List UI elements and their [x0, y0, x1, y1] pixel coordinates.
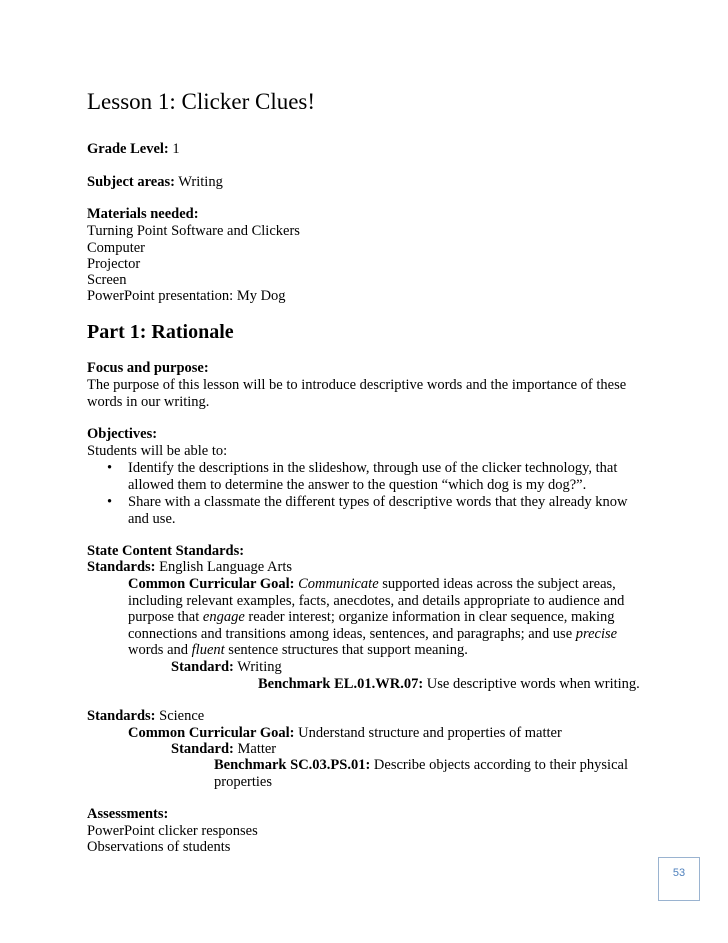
- science-value: Science: [155, 708, 205, 724]
- ela-goal-text: purpose that: [128, 609, 203, 625]
- page-number: 53: [672, 867, 686, 879]
- science-benchmark-value: Describe objects according to their physical: [370, 757, 628, 773]
- part1-heading: Part 1: Rationale: [87, 321, 234, 343]
- science-standard: [171, 741, 276, 758]
- focus-text: The purpose of this lesson will be to introduce descriptive words and the importance of these: [87, 377, 627, 393]
- objective-item: and use.: [128, 511, 176, 527]
- focus-heading: Focus and purpose:: [87, 360, 209, 376]
- ela-goal-line: [128, 576, 616, 593]
- grade-label: Grade Level:: [87, 141, 169, 157]
- subject-value: Writing: [174, 174, 223, 190]
- ela-goal-emphasis: engage: [202, 609, 245, 625]
- grade-level: [87, 141, 180, 158]
- grade-value: 1: [168, 141, 180, 157]
- ela-goal-label: Common Curricular Goal:: [128, 576, 295, 592]
- science-standard-label: Standard:: [171, 741, 234, 757]
- science-goal: [128, 725, 562, 742]
- science-standard-value: Matter: [233, 741, 277, 757]
- ela-value: English Language Arts: [155, 559, 293, 575]
- ela-label: Standards:: [87, 559, 156, 575]
- objective-item: Share with a classmate the different types of descriptive words that they already know: [128, 494, 628, 510]
- ela-goal-line: [128, 642, 468, 659]
- ela-standards: [87, 559, 292, 576]
- ela-goal-emphasis: fluent: [191, 642, 225, 658]
- science-standards: [87, 708, 204, 725]
- lesson-title: Lesson 1: Clicker Clues!: [87, 89, 316, 114]
- science-goal-label: Common Curricular Goal:: [128, 725, 295, 741]
- ela-standard-value: Writing: [233, 659, 282, 675]
- ela-benchmark: [258, 676, 640, 693]
- ela-goal-text: sentence structures that support meaning.: [224, 642, 468, 658]
- materials-item: Computer: [87, 240, 145, 256]
- ela-standard: [171, 659, 282, 676]
- science-goal-value: Understand structure and properties of matter: [294, 725, 562, 741]
- ela-standard-label: Standard:: [171, 659, 234, 675]
- subject-areas: [87, 174, 223, 191]
- science-label: Standards:: [87, 708, 156, 724]
- ela-goal-text: connections and transitions among ideas, sentences, and paragraphs; and use: [128, 626, 576, 642]
- page-number-box: [658, 857, 700, 901]
- ela-goal-text: words and: [128, 642, 192, 658]
- science-benchmark: [214, 757, 628, 774]
- science-benchmark-label: Benchmark SC.03.PS.01:: [214, 757, 371, 773]
- ela-goal-text: reader interest; organize information in clear sequence, making: [244, 609, 615, 625]
- focus-text: words in our writing.: [87, 394, 210, 410]
- ela-benchmark-label: Benchmark EL.01.WR.07:: [258, 676, 424, 692]
- science-benchmark-cont: properties: [214, 774, 272, 790]
- assessments-heading: Assessments:: [87, 806, 169, 822]
- bullet-icon: •: [107, 460, 113, 476]
- ela-benchmark-value: Use descriptive words when writing.: [423, 676, 640, 692]
- materials-item: Turning Point Software and Clickers: [87, 223, 300, 239]
- bullet-icon: •: [107, 494, 113, 510]
- objective-item: Identify the descriptions in the slideshow, through use of the clicker technology, that: [128, 460, 618, 476]
- objective-item: allowed them to determine the answer to the question “which dog is my dog?”.: [128, 477, 587, 493]
- objectives-heading: Objectives:: [87, 426, 158, 442]
- ela-goal-line: [128, 626, 617, 643]
- materials-item: PowerPoint presentation: My Dog: [87, 288, 286, 304]
- ela-goal-text: supported ideas across the subject areas,: [378, 576, 616, 592]
- ela-goal-line: [128, 609, 615, 626]
- subject-label: Subject areas:: [87, 174, 175, 190]
- ela-goal-emphasis: Communicate: [298, 576, 379, 592]
- ela-goal-emphasis: precise: [575, 626, 618, 642]
- assessment-item: PowerPoint clicker responses: [87, 823, 258, 839]
- materials-item: Projector: [87, 256, 141, 272]
- ela-goal-line: including relevant examples, facts, anecdotes, and details appropriate to audience and: [128, 593, 625, 609]
- materials-item: Screen: [87, 272, 127, 288]
- objectives-intro: Students will be able to:: [87, 443, 228, 459]
- state-standards-heading: State Content Standards:: [87, 543, 245, 559]
- assessment-item: Observations of students: [87, 839, 231, 855]
- materials-heading: Materials needed:: [87, 206, 199, 222]
